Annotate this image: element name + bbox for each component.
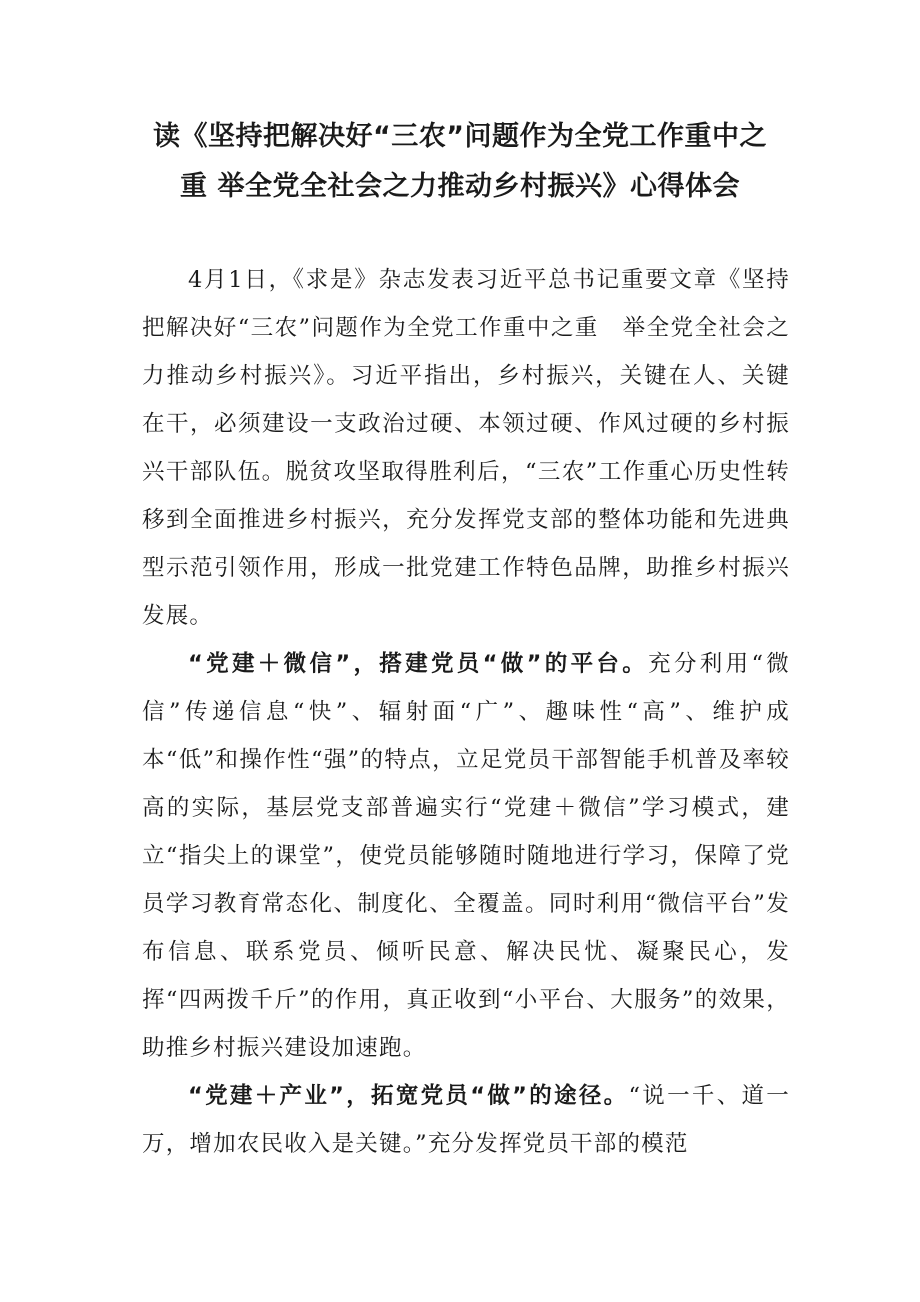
title-line-2: 重 举全党全社会之力推动乡村振兴》心得体会 bbox=[180, 171, 740, 202]
paragraph-industry bbox=[142, 1072, 790, 1168]
paragraph-heading: “党建＋产业”，拓宽党员“做”的途径。 bbox=[188, 1083, 629, 1109]
document-body bbox=[142, 256, 790, 1168]
paragraph-text: “说一千、道一万，增加农民收入是关键。”充分发挥党员干部的模范 bbox=[142, 1083, 791, 1157]
paragraph-intro bbox=[142, 256, 790, 640]
paragraph-wechat bbox=[142, 640, 790, 1072]
document-title bbox=[120, 112, 800, 212]
title-line-1: 读《坚持把解决好“三农”问题作为全党工作重中之 bbox=[153, 121, 767, 152]
paragraph-text: 4月1日，《求是》杂志发表习近平总书记重要文章《坚持把解决好“三农”问题作为全党工作重中之重 举全党全社会之力推动乡村振兴》。习近平指出，乡村振兴，关键在人、关键在干，必须建设一支政治过硬、本领过硬、作风过硬的乡村振兴干部队伍。脱贫攻坚取得胜利后，“三农”工作重心历史性转移到全面推进乡村振兴，充分发挥党支部的整体功能和先进典型示范引领作用，形成一批党建工作特色品牌，助推乡村振兴发展。 bbox=[142, 267, 790, 629]
paragraph-text: 充分利用“微信”传递信息“快”、辐射面“广”、趣味性“高”、维护成本“低”和操作性“强”的特点，立足党员干部智能手机普及率较高的实际，基层党支部普遍实行“党建＋微信”学习模式，建立“指尖上的课堂”，使党员能够随时随地进行学习，保障了党员学习教育常态化、制度化、全覆盖。同时利用“微信平台”发布信息、联系党员、倾听民意、解决民忧、凝聚民心，发挥“四两拨千斤”的作用，真正收到“小平台、大服务”的效果，助推乡村振兴建设加速跑。 bbox=[142, 651, 791, 1061]
paragraph-heading: “党建＋微信”，搭建党员“做”的平台。 bbox=[188, 651, 649, 677]
